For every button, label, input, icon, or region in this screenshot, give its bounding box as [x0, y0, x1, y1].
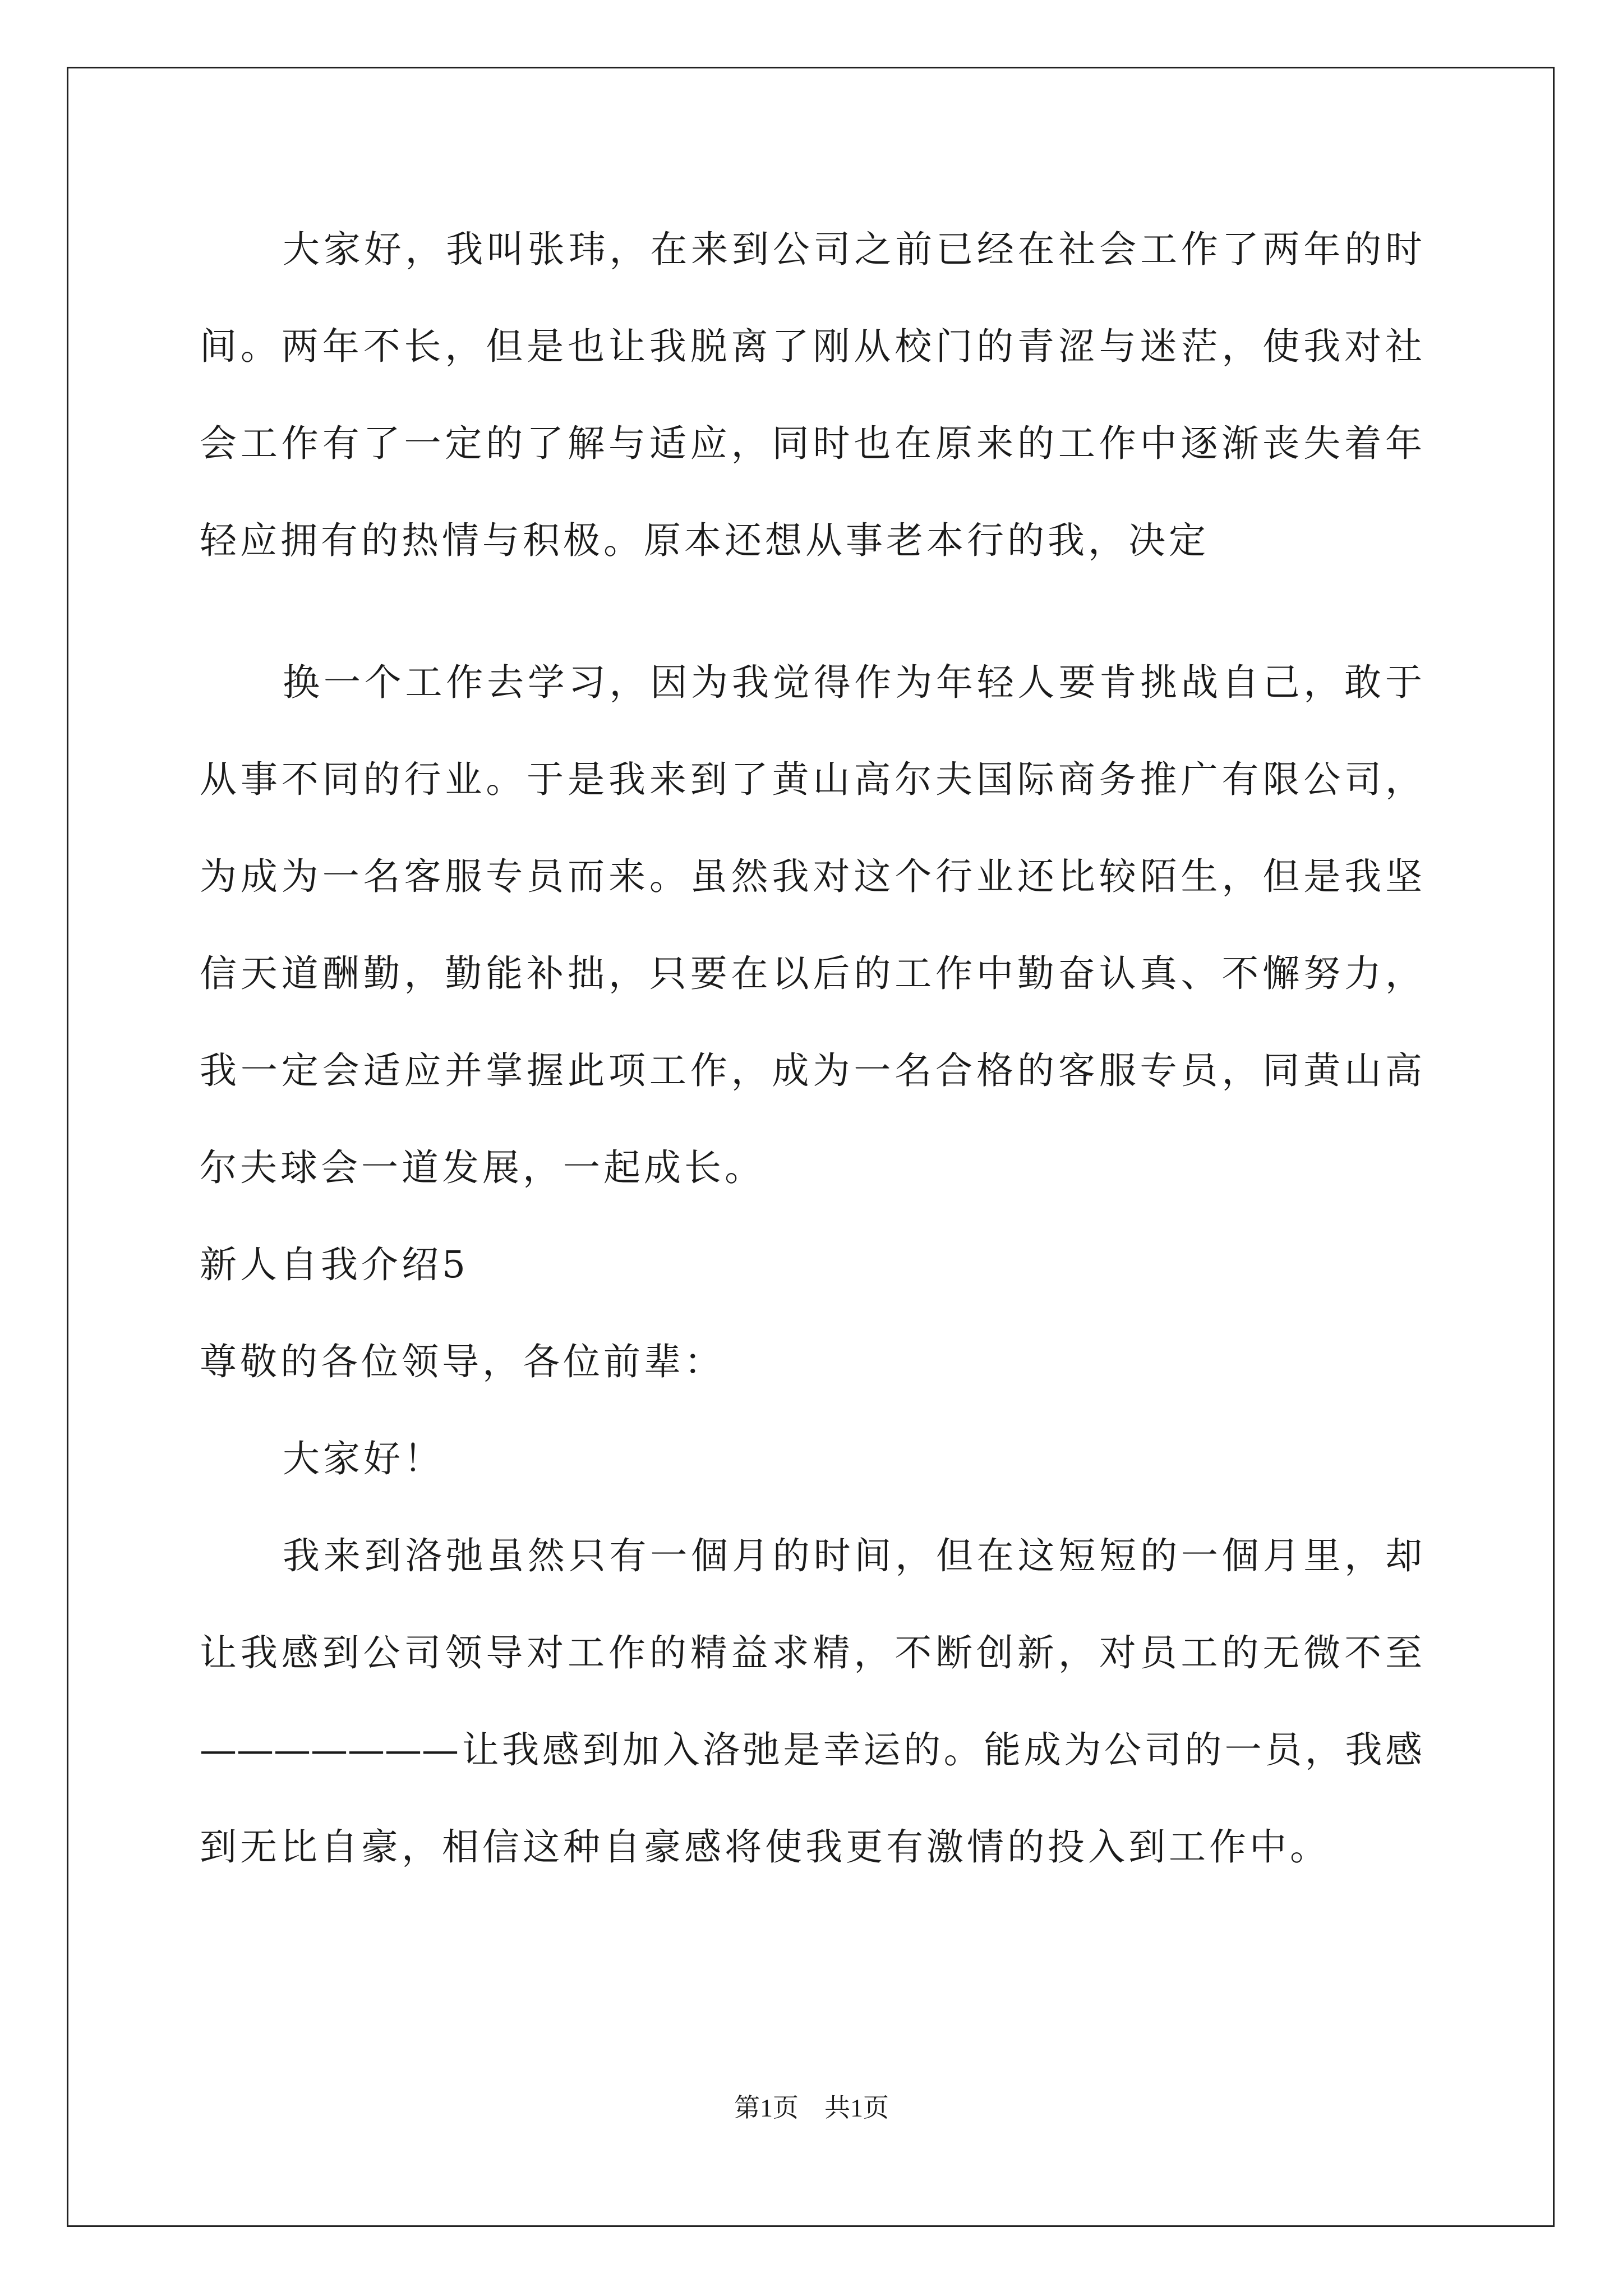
- paragraph-2-line-3: 为成为一名客服专员而来。虽然我对这个行业还比较陌生，但是我坚: [200, 855, 1422, 898]
- page-number-footer: 第1页 共1页: [734, 2093, 889, 2122]
- paragraph-1-line-3: 会工作有了一定的了解与适应，同时也在原来的工作中逐渐丧失着年: [200, 422, 1422, 465]
- paragraph-1-line-2: 间。两年不长，但是也让我脱离了刚从校门的青涩与迷茫，使我对社: [200, 325, 1422, 368]
- paragraph-2-line-2: 从事不同的行业。于是我来到了黄山高尔夫国际商务推广有限公司，: [200, 758, 1422, 801]
- paragraph-2-line-6: 尔夫球会一道发展，一起成长。: [200, 1146, 765, 1189]
- paragraph-3-line-1: 我来到洛弛虽然只有一個月的时间，但在这短短的一個月里，却: [283, 1534, 1422, 1577]
- paragraph-2-line-1: 换一个工作去学习，因为我觉得作为年轻人要肯挑战自己，敢于: [283, 661, 1422, 704]
- salutation: 尊敬的各位领导，各位前辈：: [200, 1340, 725, 1383]
- paragraph-2-line-5: 我一定会适应并掌握此项工作，成为一名合格的客服专员，同黄山高: [200, 1049, 1422, 1092]
- greeting: 大家好！: [283, 1437, 444, 1480]
- paragraph-3-line-2: 让我感到公司领导对工作的精益求精，不断创新，对员工的无微不至: [200, 1631, 1422, 1674]
- paragraph-1-line-4: 轻应拥有的热情与积极。原本还想从事老本行的我，决定: [200, 519, 1209, 562]
- paragraph-3-line-3: ———————让我感到加入洛弛是幸运的。能成为公司的一员，我感: [200, 1728, 1422, 1772]
- paragraph-1-line-1: 大家好，我叫张玮，在来到公司之前已经在社会工作了两年的时: [283, 228, 1422, 271]
- paragraph-3-line-4: 到无比自豪，相信这种自豪感将使我更有激情的投入到工作中。: [200, 1825, 1330, 1869]
- section-title: 新人自我介绍5: [200, 1243, 469, 1286]
- paragraph-2-line-4: 信天道酬勤，勤能补拙，只要在以后的工作中勤奋认真、不懈努力，: [200, 952, 1422, 995]
